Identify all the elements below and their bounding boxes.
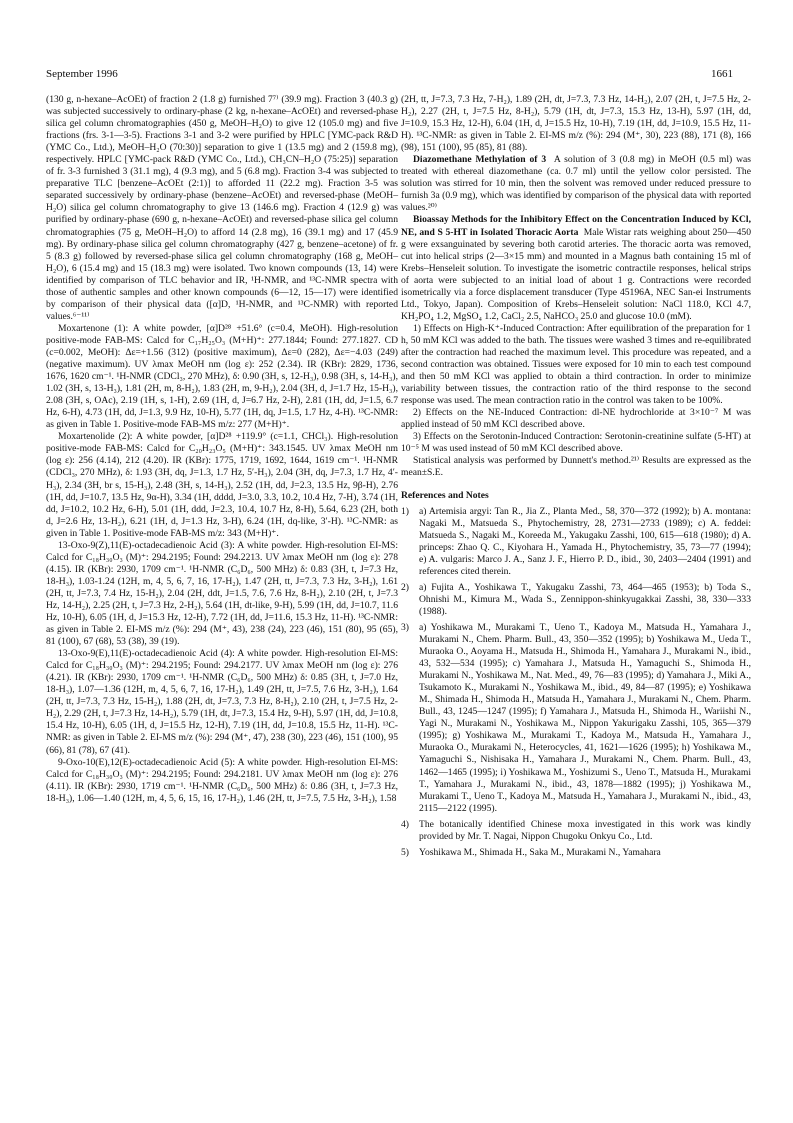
paragraph-effect-ne: 2) Effects on the NE-Induced Contraction: dl-NE hydrochloride at 3×10⁻⁷ M was applied instead of 50 mM KCl described above. — [401, 407, 751, 431]
paragraph-compound-1: Moxartenone (1): A white powder, [α]D²⁸ +51.6° (c=0.4, MeOH). High-resolution positive-mode FAB-MS: Calcd for C₁₇H₂₅O₃ (M+H)⁺: 277.1844; Found: 277.1827. CD (c=0.002, MeOH): Δε=+1.56 (312) (positive maximum), Δε=0 (282), Δε=−4.03 (249) (negative maximum). UV λmax MeOH nm (log ε): 252 (2.34). IR (KBr): 2829, 1736, 1676, 1620 cm⁻¹. ¹H-NMR (CDCl₃, 270 MHz), δ: 0.90 (3H, s, 12-H₃), 0.98 (3H, s, 14-H₃), 1.02 (3H, s, 13-H₃), 1.81 (2H, m, 8-H₂), 1.83 (2H, m, 9-H₂), 2.04 (3H, d, J=1.7 Hz, 15-H₃), 2.08 (3H, s, OAc), 2.19 (1H, s, 1-H), 2.69 (1H, d, J=6.7 Hz, 2-H), 2.81 (1H, dd, J=1.5, 6.7 Hz, 6-H), 4.73 (1H, dd, J=1.3, 9.9 Hz, 10-H), 5.77 (1H, dq, J=1.5, 1.7 Hz, 4-H). ¹³C-NMR: as given in Table 1. Positive-mode FAB-MS m/z: 277 (M+H)⁺. — [46, 322, 398, 431]
reference-item — [401, 506, 751, 578]
right-column — [401, 94, 751, 863]
reference-item — [401, 582, 751, 618]
reference-item — [401, 819, 751, 843]
paragraph-compound-3: 13-Oxo-9(Z),11(E)-octadecadienoic Acid (3): A white powder. High-resolution EI-MS: Calcd for C₁₈H₃₀O₃ (M)⁺: 294.2195; Found: 294.2213. UV λmax MeOH nm (log ε): 278 (4.15). IR (KBr): 2930, 1709 cm⁻¹. ¹H-NMR (C₆D₆, 500 MHz) δ: 0.83 (3H, t, J=7.3 Hz, 18-H₃), 1.03-1.24 (12H, m, 4, 5, 6, 7, 16, 17-H₂), 1.47 (2H, tt, J=7.3, 7.3 Hz, 3-H₂), 1.61 (2H, tt, J=7.3, 7.4 Hz, 15-H₂), 2.04 (2H, ddt, J=1.5, 7.6, 7.6 Hz, 8-H₂), 2.10 (2H, t, J=7.3 Hz, 14-H₂), 2.25 (2H, t, J=7.3 Hz, 2-H₂), 5.64 (1H, dt-like, 9-H), 5.99 (1H, dd, J=10.7, 11.6 Hz, 10-H), 6.05 (1H, d, J=15.3 Hz, 12-H), 7.72 (1H, dd, J=11.6, 15.3 Hz, 11-H). ¹³C-NMR: as given in Table 2. EI-MS m/z (%): 294 (M⁺, 43), 238 (24), 223 (46), 151 (80), 95 (65), 81 (100), 67 (68), 53 (38), 39 (19). — [46, 539, 398, 648]
reference-number: 5) — [401, 846, 409, 858]
reference-text: Yoshikawa M., Shimada H., Saka M., Murakami N., Yamahara — [419, 846, 661, 858]
reference-number: 4) — [401, 818, 409, 830]
reference-number: 2) — [401, 581, 409, 593]
paragraph-compound-4: 13-Oxo-9(E),11(E)-octadecadienoic Acid (4): A white powder. High-resolution EI-MS: Calcd for C₁₈H₃₀O₃ (M)⁺: 294.2195; Found: 294.2177. UV λmax MeOH nm (log ε): 276 (4.21). IR (KBr): 2930, 1709 cm⁻¹. ¹H-NMR (C₆D₆, 500 MHz) δ: 0.85 (3H, t, J=7.0 Hz, 18-H₃), 1.07—1.36 (12H, m, 4, 5, 6, 7, 16, 17-H₂), 1.49 (2H, tt, J=7.5, 7.6 Hz, 3-H₂), 1.64 (2H, tt, J=7.3, 7.3 Hz, 15-H₂), 1.88 (2H, dt, J=7.3, 7.3 Hz, 8-H₂), 2.10 (2H, t, J=7.5 Hz, 2-H₂), 2.29 (2H, t, J=7.3 Hz, 14-H₂), 5.79 (1H, dt, J=7.3, 15.4 Hz, 9-H), 5.97 (1H, dd, J=10.8, 15.4 Hz, 10-H), 6.05 (1H, d, J=15.5 Hz, 12-H), 7.19 (1H, dd, J=10.8, 15.5 Hz, 11-H). ¹³C-NMR: as given in Table 2. EI-MS m/z (%): 294 (M⁺, 47), 238 (30), 223 (46), 151 (100), 95 (66), 81 (78), 67 (41). — [46, 648, 399, 756]
journal-date: September 1996 — [46, 68, 118, 80]
references-title: References and Notes — [401, 489, 489, 501]
reference-text: a) Yoshikawa M., Murakami T., Ueno T., Kadoya M., Matsuda H., Yamahara J., Murakami N., Chem. Pharm. Bull., 43, 350—352 (1995); b) Yoshikawa M., Ueda T., Muraoka O., Aoyama H., Matsuda H., Shimoda H., Yamahara J., Murakami N., ibid., 43, 532—534 (1995); c) Yamahara J., Matsuda H., Yamaguchi S., Shimoda H., Murakami N., Yoshikawa M., Nat. Med., 49, 76—83 (1995); d) Yamahara J., Miki A., Tsukamoto K., Murakami N., Yoshikawa M., ibid., 49, 84—87 (1995); e) Yoshikawa M., Shimada H., Shimoda H., Matsuda H., Yamahara J., Murakami N., Chem. Pharm. Bull., 43, 1245—1247 (1995); f) Yamahara J., Matsuda H., Shimoda H., Wariishi N., Yagi N., Murakami N., Yoshikawa M., Nippon Yakurigaku Zasshi, 105, 365—379 (1995); g) Yoshikawa M., Murakami T., Kadoya M., Matsuda H., Yamahara J., Muraoka O., Murakami N., Heterocycles, 41, 1621—1626 (1995); h) Yoshikawa M., Yamaguchi S., Nishisaka H., Yamahara J., Murakami N., Chem. Pharm. Bull., 43, 1462—1465 (1995); i) Yoshikawa M., Yoshizumi S., Ueno T., Matsuda H., Murakami T., Yamahara J., Murakami N., ibid., 43, 1878—1882 (1995); j) Yoshikawa M., Murakami T., Ueno T., Kadoya M., Matsuda H., Yamahara J., Murakami N., ibid., 43, 2115—2122 (1995). — [419, 621, 751, 814]
paragraph-fractionation: (130 g, n-hexane–AcOEt) of fraction 2 (1.8 g) furnished 7⁷⁾ (39.9 mg). Fraction 3 (40.3 g) was subjected successively to ordinary-phase (2 kg, n-hexane–AcOEt) and reversed-phase silica gel column chromatographies (450 g, MeOH–H₂O) to give 12 (105.0 mg) and five fractions (frs. 3-1—3-5). Fractions 3-1 and 3-2 were purified by HPLC [YMC-pack R&D (YMC Co., Ltd.), MeOH–H₂O (70:30)] separation to give 1 (13.5 mg) and 2 (159.8 mg), respectively. HPLC [YMC-pack R&D (YMC Co., Ltd.), CH₃CN–H₂O (75:25)] separation of fr. 3-3 furnished 3 (31.1 mg), 4 (9.3 mg), and 5 (6.8 mg). Fraction 3-4 was subjected to preparative TLC [benzene–AcOEt (2:1)] to afforded 11 (22.2 mg). Fraction 3-5 was separated successively by ordinary-phase (benzene–AcOEt) and reversed-phase (MeOH–H₂O) silica gel column chromatography to give 13 (146.6 mg). Fraction 4 (12.9 g) was purified by ordinary-phase (690 g, n-hexane–AcOEt) and reversed-phase silica gel column chromatographies (75 g, MeOH–H₂O) to afford 14 (2.8 mg), 16 (39.1 mg) and 17 (45.9 mg). By ordinary-phase silica gel column chromatography (427 g, benzene–acetone) of fr. 5 (8.3 g) followed by reversed-phase silica gel column chromatography (168 g, MeOH–H₂O), 6 (15.4 mg) and 15 (18.3 mg) were isolated. Two known compounds (13, 14) were identified by comparison of TLC behavior and IR, ¹H-NMR, and ¹³C-NMR spectra with those of authentic samples and other known compounds (6—12, 15—17) were identified by comparison of their physical data ([α]D, ¹H-NMR, and ¹³C-NMR) with reported values.⁶⁻¹¹⁾ — [46, 94, 398, 322]
reference-text: The botanically identified Chinese moxa investigated in this work was kindly provided by Mr. T. Nagai, Nippon Chugoku Onkyu Co., Ltd. — [419, 818, 751, 842]
paragraph-statistics: Statistical analysis was performed by Dunnett's method.²¹⁾ Results are expressed as the mean±S.E. — [401, 455, 751, 479]
reference-number: 3) — [401, 621, 409, 633]
bioassay-text: Male Wistar rats weighing about 250—450 g were exsanguinated by severing both carotid arteries. The thoracic aorta was removed, cut into helical strips (2—3×15 mm) and mounted in a Magnus bath containing 15 ml of Krebs–Henseleit solution. To investigate the isometric contractile responses, helical strips of aorta were subjected to an initial load of about 1 g. Contractions were recorded isometrically via a force displacement transducer (Type 45196A, NEC San-ei Instruments Ltd., Tokyo, Japan). Composition of Krebs–Henseleit solution: NaCl 118.0, KCl 4.7, KH₂PO₄ 1.2, MgSO₄ 1.2, CaCl₂ 2.5, NaHCO₃ 25.0 and glucose 10.0 (mM). — [401, 226, 751, 322]
paragraph-bioassay — [401, 214, 751, 322]
section-title-diazomethane: Diazomethane Methylation of 3 — [413, 154, 547, 166]
paragraph-compound-5-continued: (2H, tt, J=7.3, 7.3 Hz, 7-H₂), 1.89 (2H, dt, J=7.3, 7.3 Hz, 14-H₂), 2.07 (2H, t, J=7.5 Hz, 2-H₂), 2.27 (2H, t, J=7.5 Hz, 8-H₂), 5.79 (1H, dt, J=7.3, 15.3 Hz, 13-H), 5.97 (1H, dd, J=10.9, 15.3 Hz, 12-H), 6.04 (1H, d, J=15.5 Hz, 10-H), 7.19 (1H, dd, J=10.9, 15.5 Hz, 11-H). ¹³C-NMR: as given in Table 2. EI-MS m/z (%): 294 (M⁺, 30), 223 (88), 171 (8), 166 (98), 151 (100), 95 (85), 81 (88). — [401, 94, 751, 154]
reference-item — [401, 622, 751, 815]
diazomethane-text: A solution of 3 (0.8 mg) in MeOH (0.5 ml) was treated with ethereal diazomethane (ca. 0.7 ml) until the yellow color persisted. The solution was stirred for 10 min, then the solvent was removed under reduced pressure to furnish 3a (0.9 mg), which was identified by comparison of the physical data with reported values.²⁰⁾ — [401, 154, 751, 214]
reference-text: a) Fujita A., Yoshikawa T., Yakugaku Zasshi, 73, 464—465 (1953); b) Toda S., Ohnishi M., Kimura M., Wada S., Zennippon-shinkyugakkai Zasshi, 38, 330—333 (1988). — [419, 581, 751, 617]
paragraph-compound-2: Moxartenolide (2): A white powder, [α]D²⁸ +119.9° (c=1.1, CHCl₃). High-resolution positive-mode FAB-MS: Calcd for C₂₀H₂₃O₅ (M+H)⁺: 343.1545. UV λmax MeOH nm (log ε): 256 (4.14), 212 (4.20). IR (KBr): 1775, 1719, 1692, 1644, 1619 cm⁻¹. ¹H-NMR (CDCl₃, 270 MHz), δ: 1.93 (3H, dq, J=1.3, 1.7 Hz, 5′-H₃), 2.04 (3H, dq, J=7.3, 1.7 Hz, 4′-H₃), 2.34 (3H, br s, 15-H₃), 2.48 (3H, s, 14-H₃), 2.52 (1H, dd, J=2.3, 13.5 Hz, 9β-H), 2.76 (1H, dd, J=10.7, 13.5 Hz, 9α-H), 3.34 (1H, dddd, J=3.0, 3.3, 10.2, 10.4 Hz, 7-H), 3.74 (1H, dd, J=10.2, 10.2 Hz, 6-H), 5.01 (1H, ddd, J=2.3, 10.4, 10.7 Hz, 8-H), 5.64, 6.23 (2H, both d, J=2.6 Hz, 13-H₂), 6.21 (1H, d, J=1.3 Hz, 3-H), 6.24 (1H, dq-like, 3′-H). ¹³C-NMR: as given in Table 1. Positive-mode FAB-MS m/z: 343 (M+H)⁺. — [46, 431, 398, 539]
section-title-bioassay: Bioassay Methods for the Inhibitory Effect on the Concentration Induced by KCl, NE, and S 5-HT in Isolated Thoracic Aorta — [401, 214, 751, 238]
paragraph-effect-k: 1) Effects on High-K⁺-Induced Contraction: After equilibration of the preparation for 1 h, 50 mM KCl was added to the bath. The tissues were washed 3 times and re-equilibrated after the contraction had reached the maximum level. This procedure was repeated, and a second contraction was obtained. Tissues were exposed for 10 min to each test compound and then 50 mM KCl was applied to obtain a third contraction. In order to minimize variability between tissues, the contraction ratio of the third response to the second response was used. The mean contraction ratio in the control was taken to be 100%. — [401, 322, 751, 407]
reference-number: 1) — [401, 505, 409, 517]
paragraph-compound-5: 9-Oxo-10(E),12(E)-octadecadienoic Acid (5): A white powder. High-resolution EI-MS: Calcd for C₁₈H₃₀O₃ (M)⁺: 294.2195; Found: 294.2181. UV λmax MeOH nm (log ε): 276 (4.11). IR (KBr): 2930, 1719 cm⁻¹. ¹H-NMR (C₆D₆, 500 MHz) δ: 0.86 (3H, t, J=7.3 Hz, 18-H₃), 1.06—1.40 (12H, m, 4, 5, 6, 15, 16, 17-H₂), 1.46 (2H, tt, J=7.5, 7.5 Hz, 3-H₂), 1.58 — [46, 756, 398, 804]
reference-text: a) Artemisia argyi: Tan R., Jia Z., Planta Med., 58, 370—372 (1992); b) A. montana: Nagaki M., Matsueda S., Phytochemistry, 28, 2731—2733 (1989); c) A. feddei: Matsueda S., Nagaki M., Koreeda M., Yakugaku Zasshi, 100, 615—618 (1980); d) A. princeps: Zhao Q. C., Kiyohara H., Yamada H., Phytochemistry, 35, 73—77 (1994); e) A. vulgaris: Marco J. A., Sanz J. F., Hierro P. D., ibid., 30, 2403—2404 (1991) and references cited therein. — [419, 505, 751, 577]
reference-item — [401, 847, 751, 859]
page-header — [46, 68, 733, 84]
page-number: 1661 — [711, 68, 733, 80]
paragraph-effect-serotonin: 3) Effects on the Serotonin-Induced Contraction: Serotonin-creatinine sulfate (5-HT) at 10⁻⁵ M was used instead of 50 mM KCl described above. — [401, 431, 751, 455]
left-column — [46, 94, 398, 805]
paragraph-diazomethane — [401, 154, 751, 214]
